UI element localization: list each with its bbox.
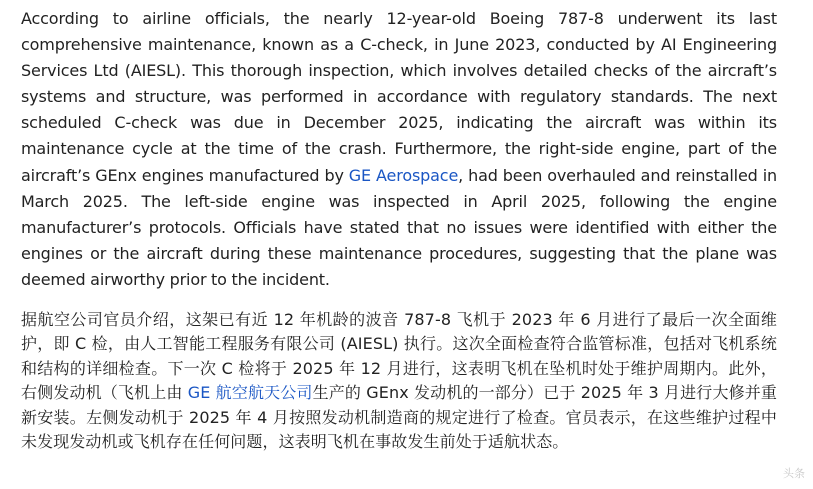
- chinese-text-after-link: 生产的 GEnx 发动机的一部分）已于 2025 年 3 月进行大修并重新安装。左侧发动机于 2025 年 4 月按照发动机制造商的规定进行了检查。官员表示，在这些维护过程中未发现发动机或飞机存在任何问题，这表明飞机在事故发生前处于适航状态。: [21, 383, 777, 452]
- english-paragraph: [21, 6, 777, 293]
- ge-aerospace-chinese-link[interactable]: GE 航空航天公司: [187, 383, 313, 403]
- ge-aerospace-link[interactable]: GE Aerospace: [348, 165, 459, 185]
- english-text-before-link: According to airline officials, the nearly 12-year-old Boeing 787-8 underwent its last comprehensive maintenance, known as a C-check, in June 2023, conducted by AI Engineering Services Ltd (AIESL). This thorough inspection, which involves detailed checks of the aircraft’s systems and structure, was performed in accordance with regulatory standards. The next scheduled C-check was due in December 2025, indicating the aircraft was within its maintenance cycle at the time of the crash. Furthermore, the right-side engine, part of the aircraft’s GEnx engines manufactured by: [21, 9, 777, 185]
- watermark: 头条: [783, 467, 805, 480]
- english-text-after-link: , had been overhauled and reinstalled in March 2025. The left-side engine was inspected in April 2025, following the engine manufacturer’s protocols. Officials have stated that no issues were identified with either the engines or the aircraft during these maintenance procedures, suggesting that the plane was deemed airworthy prior to the incident.: [21, 165, 777, 289]
- article-body: [21, 6, 777, 454]
- chinese-paragraph: [21, 308, 777, 454]
- chinese-text-before-link: 据航空公司官员介绍，这架已有近 12 年机龄的波音 787-8 飞机于 2023 年 6 月进行了最后一次全面维护，即 C 检，由人工智能工程服务有限公司 (AIESL) 执行。这次全面检查符合监管标准，包括对飞机系统和结构的详细检查。下一次 C 检将于 2025 年 12 月进行，这表明飞机在坠机时处于维护周期内。此外，右侧发动机（飞机上由: [21, 310, 777, 403]
